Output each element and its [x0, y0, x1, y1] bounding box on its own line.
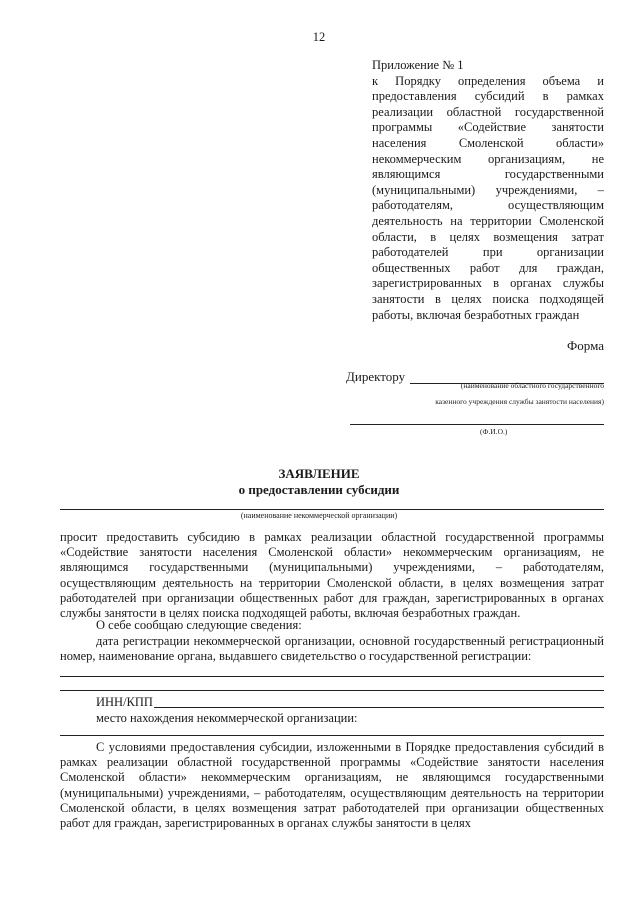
org-name-caption: (наименование некоммерческой организации): [240, 511, 398, 520]
info-intro: О себе сообщаю следующие сведения:: [96, 618, 302, 632]
location-label: место нахождения некоммерческой организации:: [96, 711, 358, 725]
document-subtitle: о предоставлении субсидии: [238, 482, 400, 497]
appendix-block: [372, 58, 604, 323]
inn-field-line[interactable]: [154, 707, 604, 708]
registration-field-line-1[interactable]: [60, 676, 604, 677]
request-paragraph: просит предоставить субсидию в рамках реализации областной государственной программы «Содействие занятости населения Смоленской области» некоммерческим организациям, не являющимся государственными (муниципальными) учреждениями, – работодателям, осуществляющим деятельность на территории Смоленской области, в целях возмещения затрат работодателей при организации общественных работ для граждан, зарегистрированных в органах службы занятости в целях поиска подходящей работы, включая безработных граждан.: [60, 530, 604, 621]
inn-label: ИНН/КПП: [96, 695, 153, 709]
document-title: ЗАЯВЛЕНИЕ: [278, 466, 360, 481]
registration-field-line-2[interactable]: [60, 690, 604, 691]
fio-caption: (Ф.И.О.): [480, 427, 508, 436]
appendix-text: к Порядку определения объема и предоставления субсидий в рамках реализации областной государственной программы «Содействие занятости населения Смоленской области» некоммерческим организациям, не являющимся государственными (муниципальными) учреждениями, – работодателям, осуществляющим деятельность на территории Смоленской области, в целях возмещения затрат работодателей при организации общественных работ для граждан, зарегистрированных в органах службы занятости в целях поиска подходящей работы, включая безработных граждан: [372, 73, 604, 322]
conditions-paragraph: С условиями предоставления субсидии, изложенными в Порядке предоставления субсидий в рамках реализации областной государственной программы «Содействие занятости населения Смоленской области» некоммерческим организациям, не являющимся государственными (муниципальными) учреждениями, – работодателям, осуществляющим деятельность на территории Смоленской области, в целях возмещения затрат работодателей при организации общественных работ для граждан, зарегистрированных в органах службы занятости в целях: [60, 740, 604, 831]
registration-text: дата регистрации некоммерческой организации, основной государственный регистрационный номер, наименование органа, выдавшего свидетельство о государственной регистрации:: [60, 634, 604, 664]
page-number: 12: [312, 30, 326, 44]
director-label: Директору: [346, 369, 406, 384]
location-field-line[interactable]: [60, 735, 604, 736]
fio-field-line[interactable]: [350, 424, 604, 425]
form-label: Форма: [567, 338, 604, 353]
director-caption-line2: казенного учреждения службы занятости населения): [435, 397, 604, 406]
appendix-title: Приложение № 1: [372, 58, 464, 72]
org-name-field-line[interactable]: [60, 509, 604, 510]
director-caption-line1: (наименование областного государственного: [460, 381, 604, 390]
